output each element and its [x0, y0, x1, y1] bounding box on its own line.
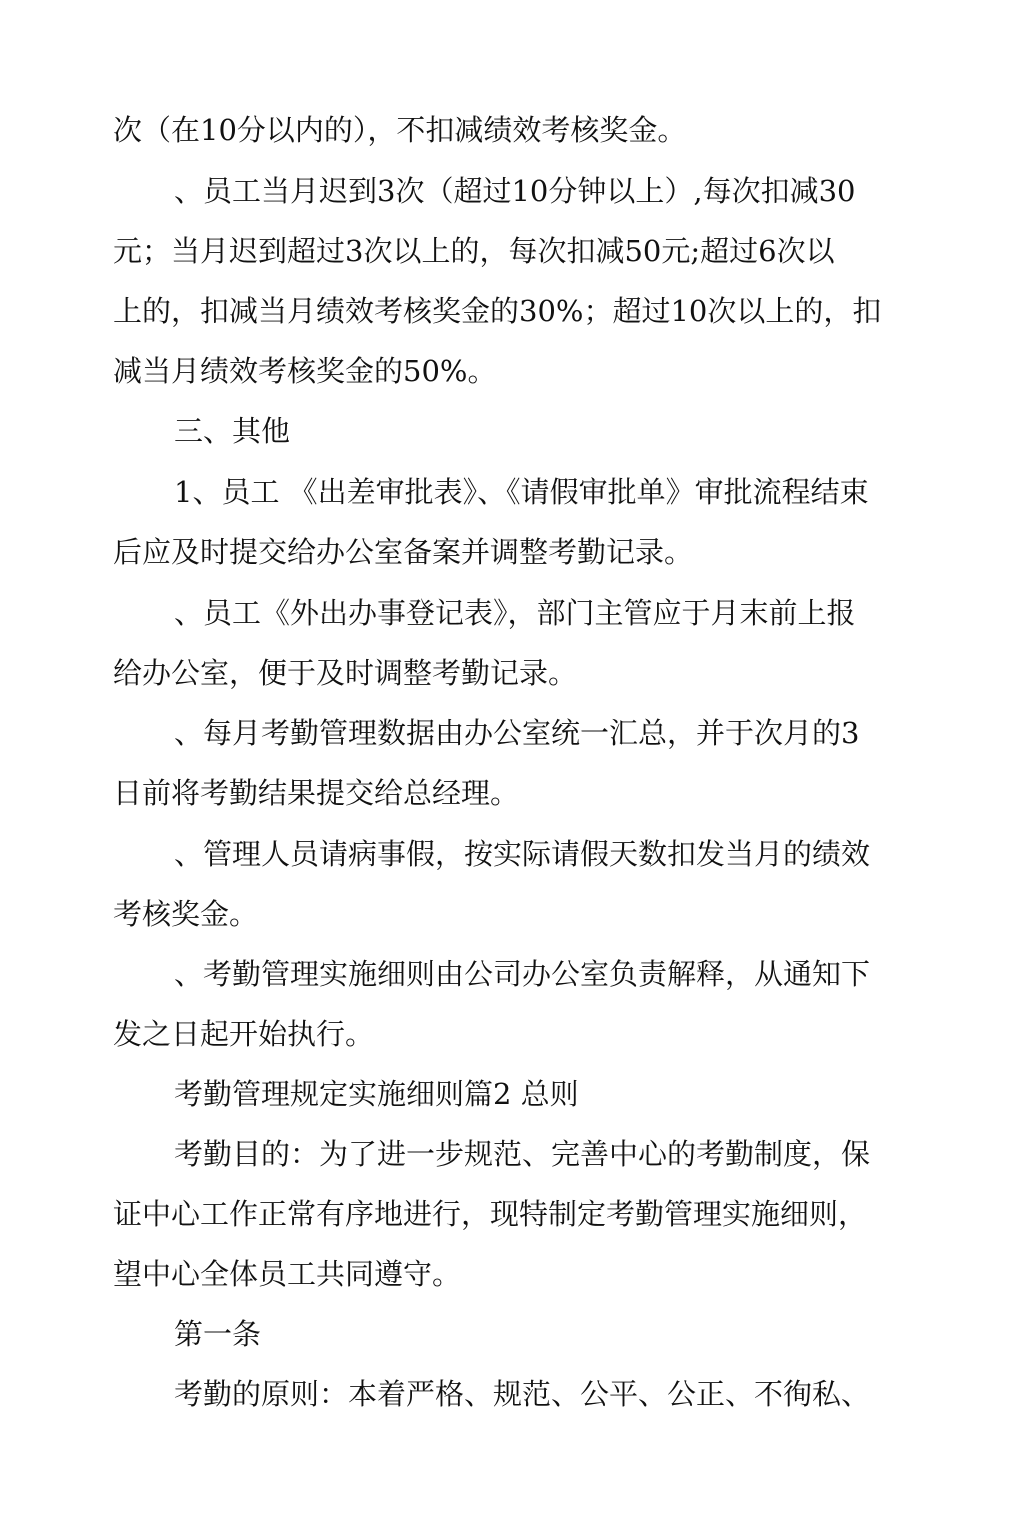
section-heading: 考勤管理规定实施细则篇2 总则 [174, 1077, 579, 1111]
text-line: 减当月绩效考核奖金的50%。 [113, 354, 497, 388]
article-heading: 第一条 [174, 1317, 262, 1351]
text-line: 发之日起开始执行。 [113, 1017, 375, 1051]
text-line: 日前将考勤结果提交给总经理。 [113, 776, 520, 810]
text-line: 考勤目的：为了进一步规范、完善中心的考勤制度，保 [174, 1137, 871, 1171]
text-line: 、每月考勤管理数据由办公室统一汇总，并于次月的3 [174, 716, 860, 750]
text-line: 考勤的原则：本着严格、规范、公平、公正、不徇私、 [174, 1377, 871, 1411]
text-line: 考核奖金。 [113, 897, 259, 931]
text-line: 证中心工作正常有序地进行，现特制定考勤管理实施细则， [113, 1197, 868, 1231]
text-line: 后应及时提交给办公室备案并调整考勤记录。 [113, 535, 694, 569]
text-line: 、员工当月迟到3次（超过10分钟以上）,每次扣减30 [174, 174, 856, 208]
text-line: 、管理人员请病事假，按实际请假天数扣发当月的绩效 [174, 837, 871, 871]
text-line: 、员工《外出办事登记表》，部门主管应于月末前上报 [174, 596, 856, 630]
section-heading: 三、其他 [174, 414, 291, 448]
text-line: 元；当月迟到超过3次以上的，每次扣减50元;超过6次以 [113, 234, 835, 268]
text-line: 1、员工 《出差审批表》、《请假审批单》审批流程结束 [174, 475, 869, 509]
text-line: 次（在10分以内的），不扣减绩效考核奖金。 [113, 113, 687, 147]
text-line: 上的，扣减当月绩效考核奖金的30%；超过10次以上的，扣 [113, 294, 882, 328]
text-line: 望中心全体员工共同遵守。 [113, 1257, 462, 1291]
text-line: 给办公室，便于及时调整考勤记录。 [113, 656, 578, 690]
text-line: 、考勤管理实施细则由公司办公室负责解释，从通知下 [174, 957, 871, 991]
